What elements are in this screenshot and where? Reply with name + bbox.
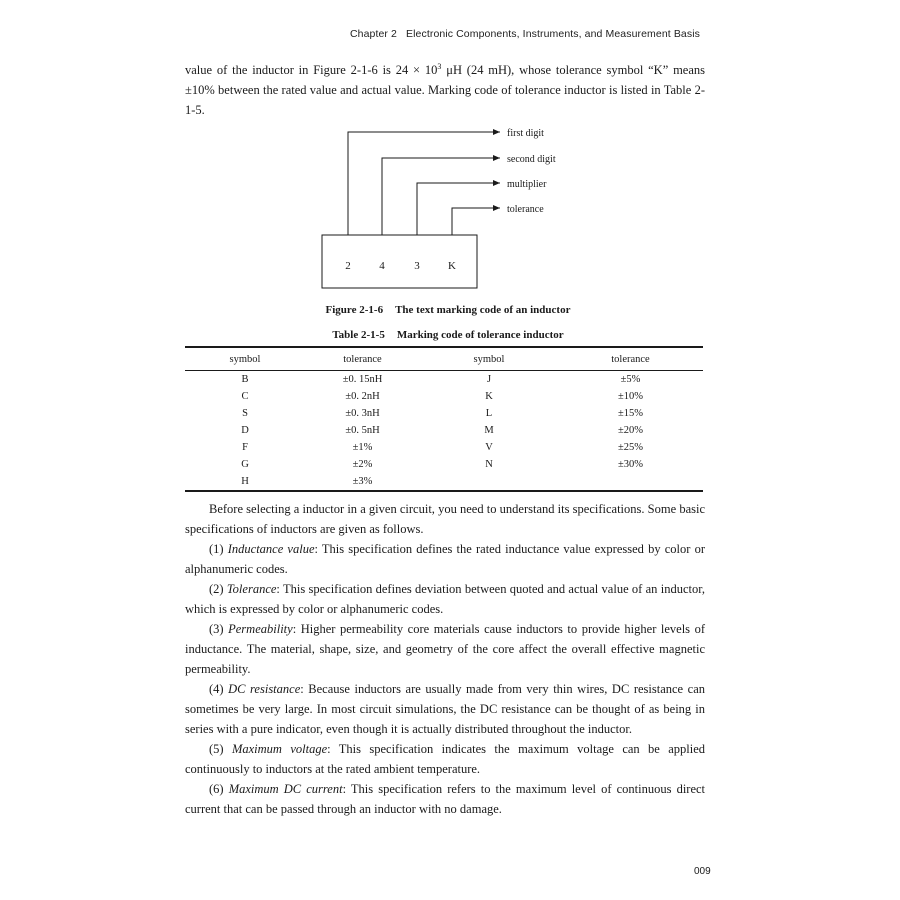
header-tolerance-1: tolerance	[305, 347, 420, 371]
specifications-section	[185, 499, 705, 819]
cell: ±25%	[617, 442, 643, 453]
cell	[420, 473, 558, 491]
cell: ±3%	[305, 473, 420, 491]
item-term: Permeability	[228, 622, 293, 636]
intro-exponent: 3	[437, 61, 442, 71]
label-multiplier: multiplier	[507, 179, 547, 190]
item-number: (4)	[209, 682, 224, 696]
cell: B	[241, 374, 249, 385]
cell: G	[241, 459, 249, 470]
cell: L	[485, 408, 493, 419]
table-row	[185, 439, 703, 456]
cell: C	[241, 391, 249, 402]
cell: M	[484, 425, 494, 436]
spec-item-5	[185, 739, 705, 779]
intro-paragraph	[185, 60, 705, 120]
figure-caption-label: Figure 2-1-6	[325, 304, 384, 316]
leader-line-tolerance	[452, 208, 500, 235]
table-row	[185, 456, 703, 473]
table-caption	[0, 329, 898, 341]
cell: V	[485, 442, 493, 453]
spec-item-2	[185, 579, 705, 619]
table-caption-text: Marking code of tolerance inductor	[396, 329, 564, 341]
item-text: : This specification refers to the maximum level of continuous direct current that can be passed through an inductor with no damage.	[185, 782, 706, 816]
chapter-title: Electronic Components, Instruments, and Measurement Basis	[406, 28, 700, 40]
intro-text-1: value of the inductor in Figure 2-1-6 is 24 × 10	[185, 63, 438, 77]
table-row	[185, 422, 703, 439]
running-header	[350, 28, 700, 40]
intro-text-2: μH (24 mH), whose tolerance symbol “K” means ±10% between the rated value and actual value. Marking code of tolerance inductor is listed in Table 2-1-5.	[185, 63, 706, 117]
inductor-marking-figure	[300, 118, 580, 298]
cell: ±1%	[352, 442, 373, 453]
label-tolerance: tolerance	[507, 204, 544, 215]
item-text: : Higher permeability core materials cause inductors to provide higher levels of inductance. The material, shape, size, and geometry of the core affect the overall effective magnetic permeability.	[185, 622, 705, 676]
table-row	[185, 388, 703, 405]
page-number: 009	[694, 866, 711, 877]
figure-caption-text: The text marking code of an inductor	[395, 304, 571, 316]
item-number: (5)	[209, 742, 224, 756]
tolerance-table	[185, 346, 703, 492]
spec-item-1	[185, 539, 705, 579]
box-digit-1: 2	[345, 260, 351, 272]
cell: ±20%	[617, 425, 643, 436]
box-digit-3: 3	[414, 260, 420, 272]
item-text: : This specification defines deviation between quoted and actual value of an inductor, which is expressed by color or alphanumeric codes.	[185, 582, 705, 616]
spec-item-3	[185, 619, 705, 679]
body-paragraph	[185, 499, 705, 539]
table-header-row	[185, 347, 703, 371]
chapter-number: Chapter 2	[349, 28, 397, 40]
header-tolerance-2: tolerance	[558, 347, 703, 371]
item-text: : Because inductors are usually made from very thin wires, DC resistance can sometimes be very large. In most circuit simulations, the DC resistance can be thought of as being in series with a pure indicator, even though it is actually distributed throughout the inductor.	[185, 682, 705, 736]
cell: H	[185, 473, 305, 491]
item-term: Maximum voltage	[231, 742, 328, 756]
cell: ±0. 3nH	[345, 408, 380, 419]
header-symbol-1: symbol	[185, 347, 305, 371]
cell	[558, 473, 703, 491]
cell: ±10%	[617, 391, 643, 402]
item-number: (1)	[209, 542, 224, 556]
cell: J	[486, 374, 492, 385]
item-term: Inductance value	[227, 542, 315, 556]
table-row	[185, 405, 703, 422]
cell: ±30%	[617, 459, 643, 470]
box-digit-2: 4	[379, 260, 385, 272]
leader-line-second-digit	[382, 158, 500, 235]
item-text: : This specification indicates the maximum voltage can be applied continuously to inductors at the rated ambient temperature.	[185, 742, 706, 776]
cell: ±5%	[620, 374, 641, 385]
cell: K	[485, 391, 493, 402]
label-first-digit: first digit	[507, 128, 544, 139]
item-number: (6)	[209, 782, 224, 796]
table-row	[185, 473, 703, 491]
item-number: (2)	[209, 582, 224, 596]
cell: ±0. 15nH	[342, 374, 383, 385]
cell: S	[242, 408, 248, 419]
header-symbol-2: symbol	[420, 347, 558, 371]
cell: D	[241, 425, 249, 436]
cell: F	[242, 442, 248, 453]
item-term: Tolerance	[226, 582, 277, 596]
item-text: : This specification defines the rated inductance value expressed by color or alphanumeric codes.	[185, 542, 705, 576]
spec-item-6	[185, 779, 705, 819]
label-second-digit: second digit	[507, 154, 556, 165]
paragraph-text: Before selecting a inductor in a given circuit, you need to understand its specifications. Some basic specifications of inductors are given as follows.	[185, 502, 705, 536]
cell: ±15%	[617, 408, 643, 419]
item-term: DC resistance	[228, 682, 301, 696]
table-row	[185, 371, 703, 389]
cell: ±2%	[352, 459, 373, 470]
cell: N	[485, 459, 493, 470]
item-number: (3)	[209, 622, 224, 636]
cell: ±0. 5nH	[345, 425, 380, 436]
leader-line-multiplier	[417, 183, 500, 235]
table-caption-label: Table 2-1-5	[332, 329, 385, 341]
cell: ±0. 2nH	[345, 391, 380, 402]
item-term: Maximum DC current	[228, 782, 343, 796]
spec-item-4	[185, 679, 705, 739]
box-tolerance-letter: K	[448, 260, 456, 272]
figure-caption	[0, 304, 898, 316]
